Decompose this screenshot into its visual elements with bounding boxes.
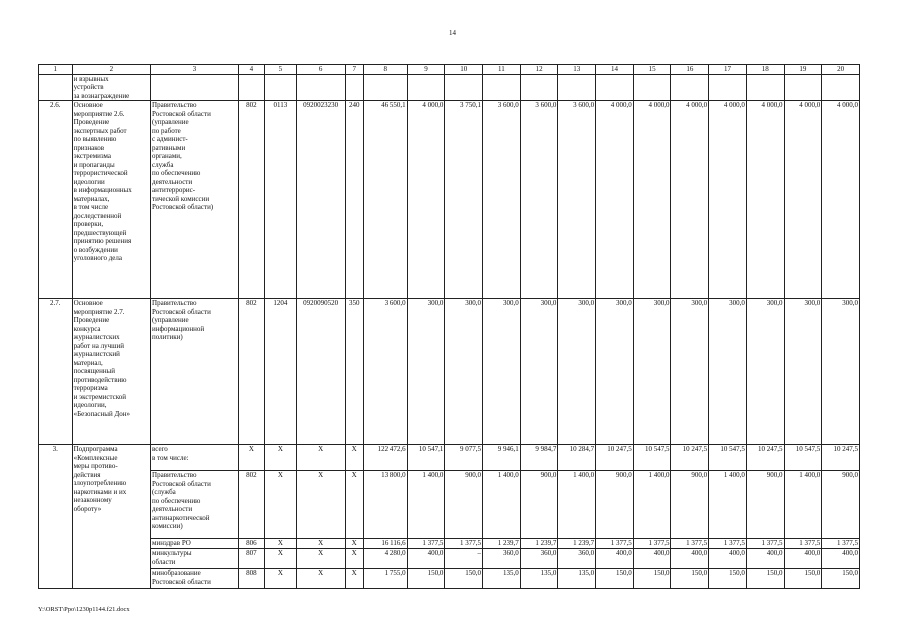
- cell-value: 3 600,0: [558, 101, 596, 299]
- cell-value: 900,0: [520, 471, 558, 539]
- cell-empty: [596, 74, 634, 101]
- cell-value: 150,0: [407, 569, 445, 589]
- table-row: [39, 74, 860, 101]
- cell-value: 1 377,5: [822, 539, 860, 549]
- cell-value: 300,0: [633, 299, 671, 445]
- cell-value: 4 280,0: [363, 549, 407, 569]
- cell-value: 9 984,7: [520, 445, 558, 471]
- cell-value: 300,0: [822, 299, 860, 445]
- cell-executor: Правительство Ростовской области (управление информационной политики): [151, 299, 239, 445]
- cell-vr: 350: [345, 299, 363, 445]
- cell-value: 1 377,5: [746, 539, 784, 549]
- header-cell: 18: [746, 65, 784, 75]
- cell-grbs: X: [238, 445, 264, 471]
- cell-value: 300,0: [483, 299, 521, 445]
- header-cell: 13: [558, 65, 596, 75]
- table-row: [39, 471, 860, 539]
- cell-value: 10 247,5: [671, 445, 709, 471]
- table-row: [39, 539, 860, 549]
- page-number: 14: [449, 29, 456, 37]
- cell-num: [39, 74, 73, 101]
- cell-value: 400,0: [633, 549, 671, 569]
- cell-value: 13 800,0: [363, 471, 407, 539]
- header-cell: 8: [363, 65, 407, 75]
- header-row: [39, 65, 860, 75]
- cell-value: 900,0: [596, 471, 634, 539]
- cell-executor: Правительство Ростовской области (служба по обеспечению деятельности антинаркотической комиссии): [151, 471, 239, 539]
- cell-value: 10 247,5: [596, 445, 634, 471]
- cell-empty: [445, 74, 483, 101]
- cell-value: 150,0: [596, 569, 634, 589]
- cell-value: 400,0: [822, 549, 860, 569]
- header-cell: 15: [633, 65, 671, 75]
- cell-value: 9 077,5: [445, 445, 483, 471]
- cell-empty: [407, 74, 445, 101]
- cell-name: Основное мероприятие 2.6. Проведение экспертных работ по выявлению признаков экстремизма и пропаганды террористической идеологии в информационных материалах, в том числе доследственной проверки, предшествующей принятию решения о возбуждении уголовного дела: [72, 101, 150, 299]
- cell-vr: X: [345, 539, 363, 549]
- cell-value: 1 400,0: [407, 471, 445, 539]
- cell-value: 10 547,5: [709, 445, 747, 471]
- cell-executor: Правительство Ростовской области (управление по работе с админист- ративными органами, служба по обеспечению деятельности антитеррорис- тической комиссии Ростовской области): [151, 101, 239, 299]
- cell-value: 300,0: [709, 299, 747, 445]
- cell-value: 3 600,0: [483, 101, 521, 299]
- cell-name: Основное мероприятие 2.7. Проведение конкурса журналистских работ на лучший журналистский материал, посвященный противодействию терроризма и экстремистской идеологии, «Безопасный Дон»: [72, 299, 150, 445]
- cell-empty: [784, 74, 822, 101]
- cell-num: 2.7.: [39, 299, 73, 445]
- cell-value: 1 400,0: [558, 471, 596, 539]
- cell-csr: X: [296, 549, 345, 569]
- cell-value: 1 400,0: [483, 471, 521, 539]
- cell-grbs: 807: [238, 549, 264, 569]
- cell-value: 135,0: [520, 569, 558, 589]
- cell-empty: [296, 74, 345, 101]
- cell-rzpr: X: [265, 445, 297, 471]
- cell-grbs: 802: [238, 299, 264, 445]
- cell-grbs: 806: [238, 539, 264, 549]
- cell-vr: 240: [345, 101, 363, 299]
- cell-value: 4 000,0: [633, 101, 671, 299]
- cell-csr: 0920023230: [296, 101, 345, 299]
- header-cell: 7: [345, 65, 363, 75]
- cell-value: 360,0: [558, 549, 596, 569]
- cell-value: 400,0: [709, 549, 747, 569]
- header-cell: 20: [822, 65, 860, 75]
- table-row: [39, 569, 860, 589]
- cell-value: 1 239,7: [483, 539, 521, 549]
- cell-value: 1 377,5: [784, 539, 822, 549]
- cell-value: 3 750,1: [445, 101, 483, 299]
- cell-value: 360,0: [520, 549, 558, 569]
- cell-name: Подпрограмма «Комплексные меры противо- действия злоупотреблению наркотиками и их незаконному обороту»: [72, 445, 150, 589]
- header-cell: 19: [784, 65, 822, 75]
- cell-csr: X: [296, 445, 345, 471]
- cell-empty: [483, 74, 521, 101]
- cell-vr: X: [345, 445, 363, 471]
- cell-empty: [363, 74, 407, 101]
- cell-value: 150,0: [445, 569, 483, 589]
- cell-value: 1 400,0: [709, 471, 747, 539]
- table-row: [39, 549, 860, 569]
- cell-value: 150,0: [633, 569, 671, 589]
- cell-executor: минкультуры области: [151, 549, 239, 569]
- cell-grbs: 802: [238, 101, 264, 299]
- header-cell: 2: [72, 65, 150, 75]
- header-cell: 16: [671, 65, 709, 75]
- cell-value: 3 600,0: [363, 299, 407, 445]
- cell-value: 150,0: [784, 569, 822, 589]
- cell-value: 300,0: [671, 299, 709, 445]
- cell-value: 900,0: [822, 471, 860, 539]
- cell-executor: всего в том числе:: [151, 445, 239, 471]
- cell-rzpr: X: [265, 569, 297, 589]
- cell-value: 150,0: [822, 569, 860, 589]
- cell-value: 360,0: [483, 549, 521, 569]
- cell-value: 1 377,5: [596, 539, 634, 549]
- cell-value: 1 377,5: [445, 539, 483, 549]
- cell-csr: 0920090520: [296, 299, 345, 445]
- cell-value: 1 377,5: [671, 539, 709, 549]
- cell-value: 4 000,0: [709, 101, 747, 299]
- cell-value: 1 377,5: [709, 539, 747, 549]
- cell-value: 4 000,0: [784, 101, 822, 299]
- cell-rzpr: 1204: [265, 299, 297, 445]
- cell-value: 46 550,1: [363, 101, 407, 299]
- header-cell: 1: [39, 65, 73, 75]
- cell-value: 122 472,6: [363, 445, 407, 471]
- cell-value: 150,0: [746, 569, 784, 589]
- cell-name: и взрывных устройств за вознаграждение: [72, 74, 150, 101]
- cell-rzpr: X: [265, 549, 297, 569]
- cell-num: 2.6.: [39, 101, 73, 299]
- cell-value: 150,0: [671, 569, 709, 589]
- cell-value: 1 377,5: [633, 539, 671, 549]
- cell-value: –: [445, 549, 483, 569]
- cell-value: 300,0: [558, 299, 596, 445]
- cell-value: 300,0: [596, 299, 634, 445]
- cell-value: 1 400,0: [633, 471, 671, 539]
- cell-rzpr: 0113: [265, 101, 297, 299]
- cell-csr: X: [296, 539, 345, 549]
- cell-value: 10 247,5: [822, 445, 860, 471]
- header-cell: 9: [407, 65, 445, 75]
- cell-value: 9 946,1: [483, 445, 521, 471]
- cell-rzpr: X: [265, 471, 297, 539]
- cell-empty: [746, 74, 784, 101]
- cell-value: 300,0: [520, 299, 558, 445]
- cell-csr: X: [296, 569, 345, 589]
- cell-executor: минздрав РО: [151, 539, 239, 549]
- cell-value: 300,0: [746, 299, 784, 445]
- cell-value: 135,0: [558, 569, 596, 589]
- header-cell: 17: [709, 65, 747, 75]
- cell-value: 1 755,0: [363, 569, 407, 589]
- cell-value: 900,0: [671, 471, 709, 539]
- cell-value: 135,0: [483, 569, 521, 589]
- cell-value: 150,0: [709, 569, 747, 589]
- cell-value: 400,0: [746, 549, 784, 569]
- table-body: [39, 65, 860, 589]
- cell-empty: [671, 74, 709, 101]
- cell-value: 400,0: [596, 549, 634, 569]
- header-cell: 5: [265, 65, 297, 75]
- cell-value: 900,0: [445, 471, 483, 539]
- cell-vr: X: [345, 471, 363, 539]
- cell-grbs: 802: [238, 471, 264, 539]
- cell-value: 300,0: [445, 299, 483, 445]
- cell-value: 400,0: [671, 549, 709, 569]
- cell-vr: X: [345, 569, 363, 589]
- cell-value: 4 000,0: [671, 101, 709, 299]
- cell-value: 3 600,0: [520, 101, 558, 299]
- cell-value: 1 239,7: [520, 539, 558, 549]
- cell-value: 300,0: [407, 299, 445, 445]
- cell-rzpr: X: [265, 539, 297, 549]
- budget-table: [38, 64, 860, 589]
- table-row: [39, 299, 860, 445]
- cell-empty: [345, 74, 363, 101]
- cell-value: 1 400,0: [784, 471, 822, 539]
- cell-csr: X: [296, 471, 345, 539]
- cell-value: 10 547,5: [784, 445, 822, 471]
- header-cell: 4: [238, 65, 264, 75]
- header-cell: 11: [483, 65, 521, 75]
- header-cell: 14: [596, 65, 634, 75]
- cell-value: 4 000,0: [596, 101, 634, 299]
- cell-empty: [633, 74, 671, 101]
- header-cell: 10: [445, 65, 483, 75]
- subprogram-total-row: [39, 445, 860, 471]
- cell-value: 400,0: [784, 549, 822, 569]
- cell-value: 10 547,5: [633, 445, 671, 471]
- cell-empty: [151, 74, 239, 101]
- cell-value: 10 284,7: [558, 445, 596, 471]
- cell-value: 10 247,5: [746, 445, 784, 471]
- cell-value: 10 547,1: [407, 445, 445, 471]
- cell-vr: X: [345, 549, 363, 569]
- cell-num: 3.: [39, 445, 73, 589]
- cell-value: 400,0: [407, 549, 445, 569]
- header-cell: 3: [151, 65, 239, 75]
- header-cell: 6: [296, 65, 345, 75]
- cell-empty: [265, 74, 297, 101]
- cell-value: 4 000,0: [822, 101, 860, 299]
- cell-empty: [520, 74, 558, 101]
- table-row: [39, 101, 860, 299]
- cell-value: 1 377,5: [407, 539, 445, 549]
- cell-value: 1 239,7: [558, 539, 596, 549]
- cell-grbs: 808: [238, 569, 264, 589]
- header-cell: 12: [520, 65, 558, 75]
- cell-empty: [709, 74, 747, 101]
- cell-value: 4 000,0: [407, 101, 445, 299]
- cell-value: 16 116,6: [363, 539, 407, 549]
- footer-file-path: Y:\ORST\Ppo\1230p1144.f21.docx: [38, 606, 130, 613]
- cell-executor: минобразование Ростовской области: [151, 569, 239, 589]
- cell-empty: [558, 74, 596, 101]
- cell-value: 300,0: [784, 299, 822, 445]
- cell-empty: [238, 74, 264, 101]
- cell-empty: [822, 74, 860, 101]
- cell-value: 4 000,0: [746, 101, 784, 299]
- cell-value: 900,0: [746, 471, 784, 539]
